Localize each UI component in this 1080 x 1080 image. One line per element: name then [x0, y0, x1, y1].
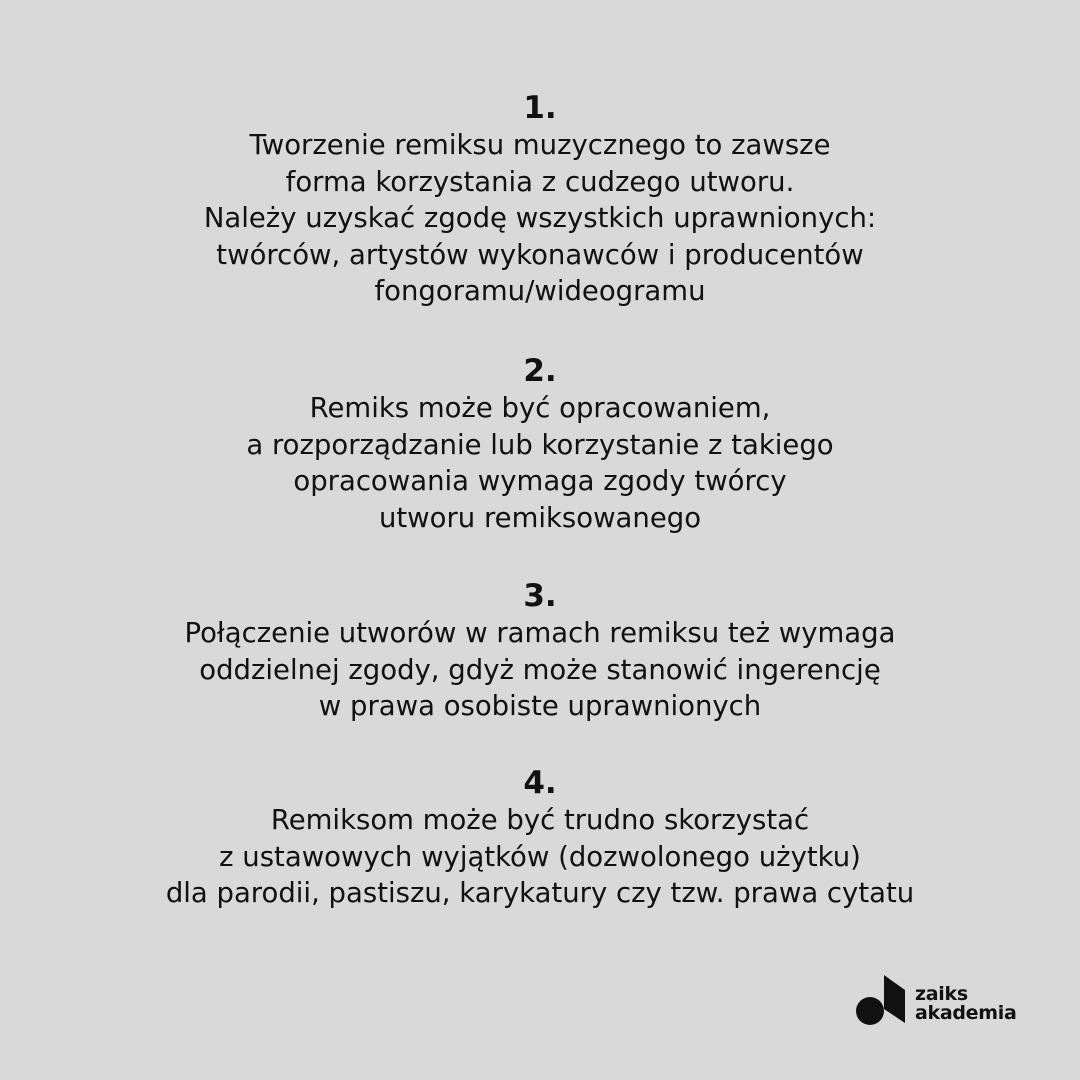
point-3	[0, 578, 1080, 725]
point-line: Remiksom może być trudno skorzystać	[270, 804, 810, 836]
zaiks-akademia-logo	[855, 973, 1035, 1029]
point-text	[0, 127, 1080, 310]
logo-line-akademia: akademia	[915, 1002, 1017, 1024]
point-number: 2.	[523, 353, 557, 389]
point-line: fongoramu/wideogramu	[374, 275, 706, 307]
point-line: Remiks może być opracowaniem,	[309, 392, 771, 424]
point-line: opracowania wymaga zgody twórcy	[293, 465, 787, 497]
logo-wordmark	[915, 985, 1017, 1023]
point-2	[0, 353, 1080, 536]
point-line: dla parodii, pastiszu, karykatury czy tzw. prawa cytatu	[165, 877, 915, 909]
point-number: 1.	[523, 90, 557, 126]
point-line: twórców, artystów wykonawców i producentów	[216, 238, 864, 271]
point-text	[0, 390, 1080, 536]
zaiks-note-logo-icon	[855, 973, 911, 1029]
point-line: oddzielnej zgody, gdyż może stanowić ingerencję	[199, 653, 881, 686]
point-text	[0, 615, 1080, 725]
point-text	[0, 802, 1080, 912]
point-4	[0, 765, 1080, 912]
point-number: 4.	[523, 765, 557, 801]
point-number: 3.	[523, 578, 557, 614]
point-line: Należy uzyskać zgodę wszystkich uprawnionych:	[203, 202, 877, 234]
point-line: a rozporządzanie lub korzystanie z takiego	[246, 428, 834, 461]
point-line: Tworzenie remiksu muzycznego to zawsze	[249, 129, 831, 161]
logo-line-zaiks: zaiks	[915, 983, 968, 1005]
point-line: utworu remiksowanego	[378, 501, 702, 534]
point-line: Połączenie utworów w ramach remiksu też wymaga	[184, 617, 896, 649]
point-line: forma korzystania z cudzego utworu.	[285, 165, 795, 198]
point-line: w prawa osobiste uprawnionych	[318, 690, 762, 722]
point-line: z ustawowych wyjątków (dozwolonego użytku)	[219, 840, 861, 873]
point-1	[0, 90, 1080, 310]
